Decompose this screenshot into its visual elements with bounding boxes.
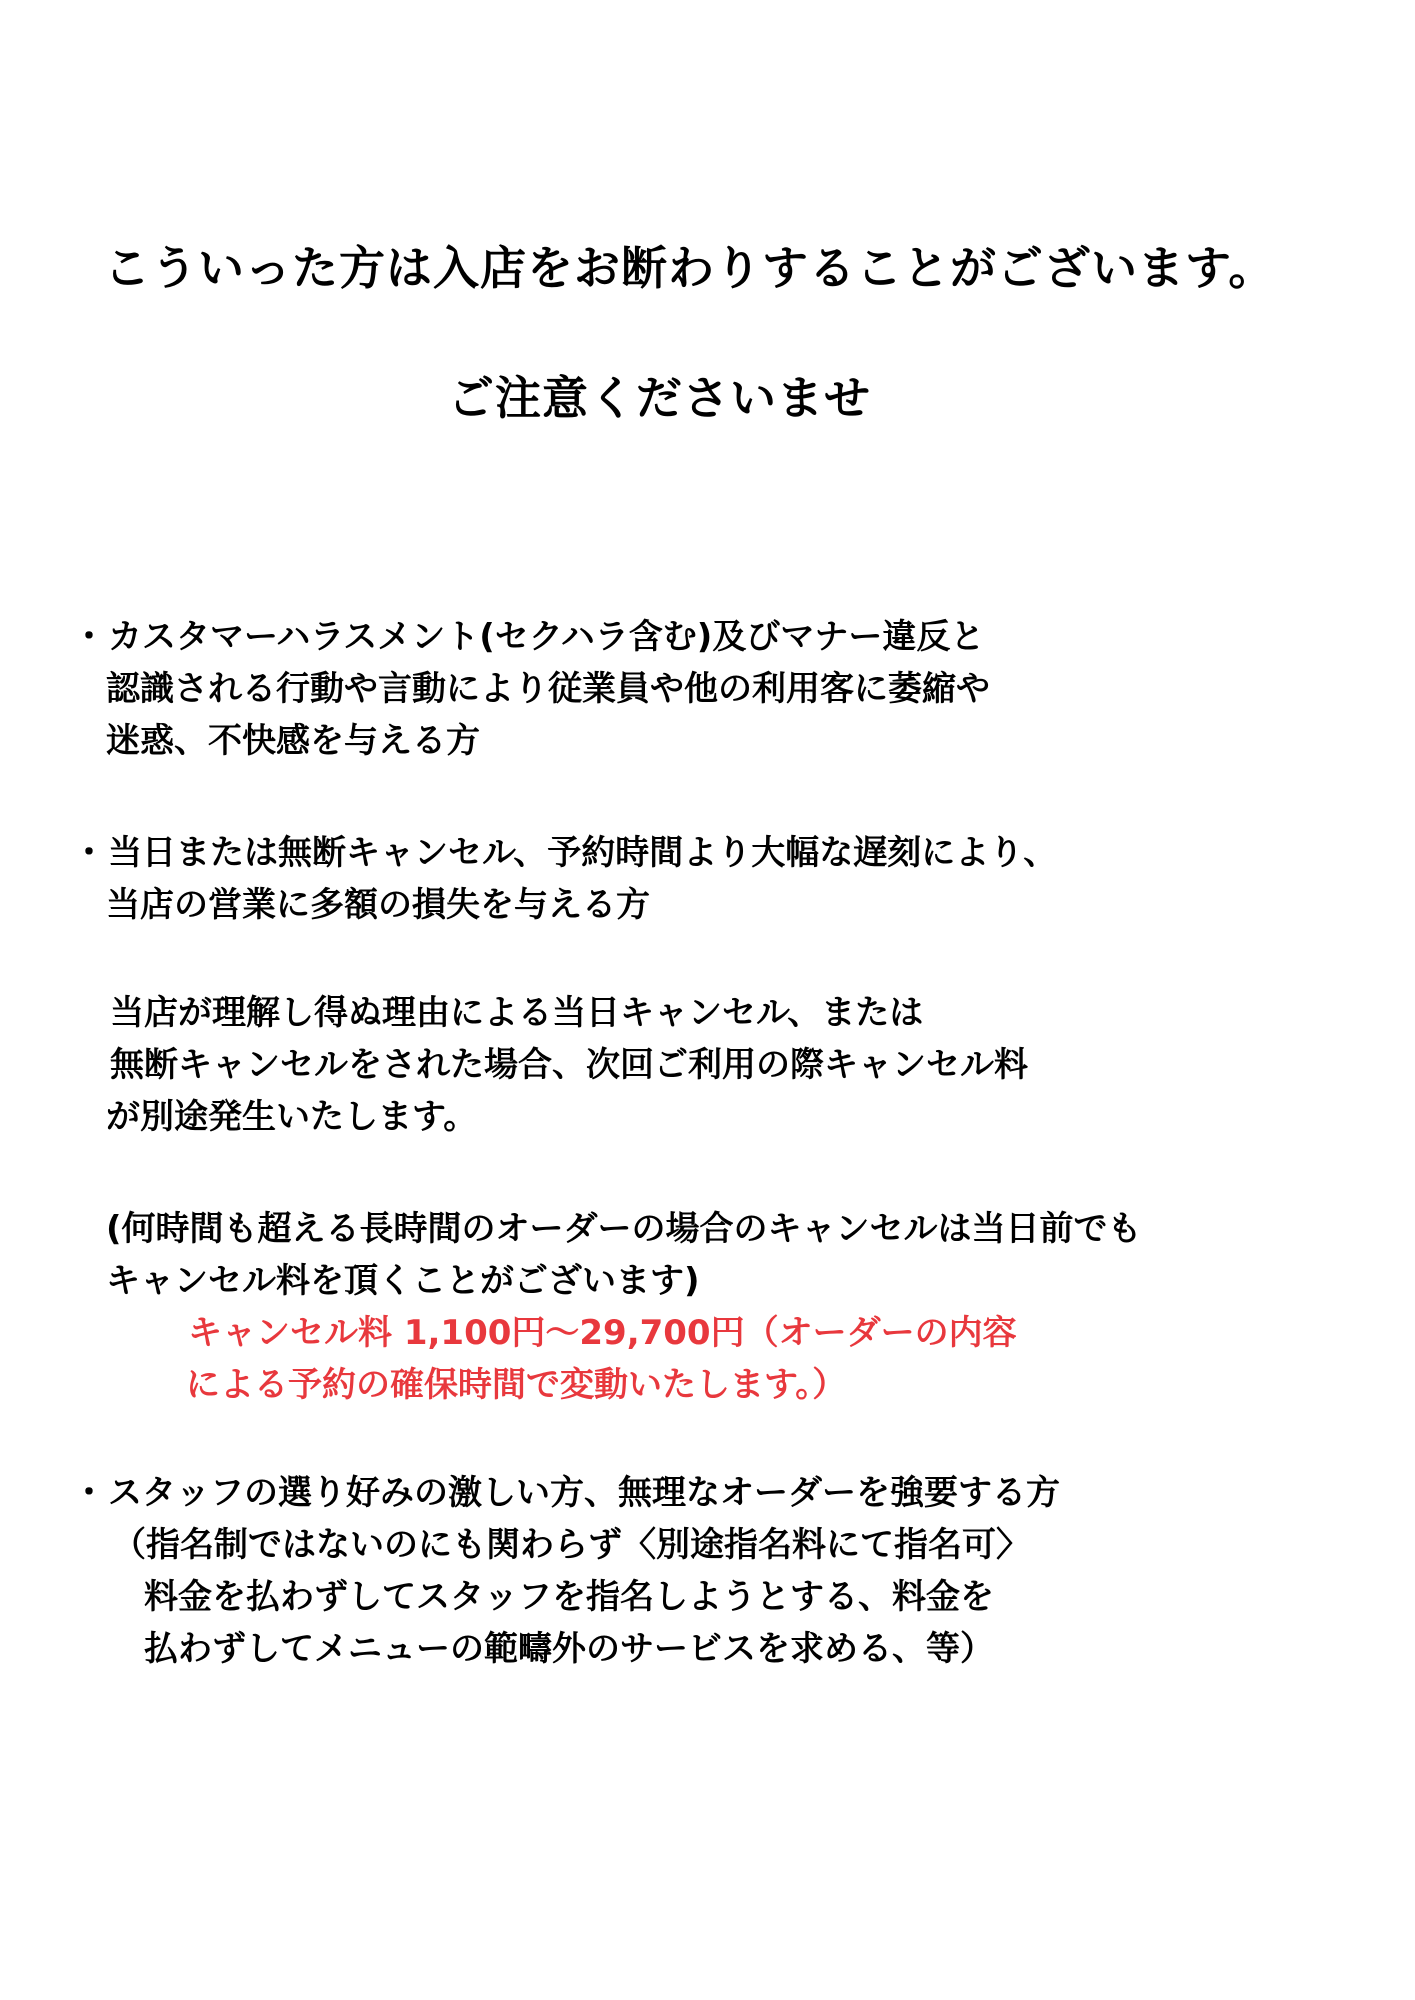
notice-title: こういった方は入店をお断わりすることがございます。 xyxy=(104,241,1276,295)
section2-line2: 当店の営業に多額の損失を与える方 xyxy=(106,885,650,925)
section3-line3: 料金を払わずしてスタッフを指名しようとする、料金を xyxy=(144,1577,994,1617)
bullet-3: ・ xyxy=(72,1473,106,1513)
section3-line1: スタッフの選り好みの激しい方、無理なオーダーを強要する方 xyxy=(108,1473,1060,1513)
cancellation-fee-line1: キャンセル料 1,100円〜29,700円（オーダーの内容 xyxy=(188,1313,1017,1353)
section3-line2: （指名制ではないのにも関わらず〈別途指名料にて指名可〉 xyxy=(112,1525,1030,1565)
bullet-2: ・ xyxy=(72,833,106,873)
section1-line2: 認識される行動や言動により従業員や他の利用客に萎縮や xyxy=(106,669,990,709)
section2-note1: 当店が理解し得ぬ理由による当日キャンセル、または xyxy=(110,993,924,1033)
section2-note3: が別途発生いたします。 xyxy=(106,1097,478,1137)
notice-subtitle: ご注意くださいませ xyxy=(448,371,871,425)
section2-note2: 無断キャンセルをされた場合、次回ご利用の際キャンセル料 xyxy=(110,1045,1028,1085)
section2-line1: 当日または無断キャンセル、予約時間より大幅な遅刻により、 xyxy=(108,833,1058,873)
section3-line4: 払わずしてメニューの範疇外のサービスを求める、等） xyxy=(144,1629,994,1669)
cancellation-fee-line2: による予約の確保時間で変動いたします。） xyxy=(186,1365,847,1405)
section1-line1: カスタマーハラスメント(セクハラ含む)及びマナー違反と xyxy=(108,617,985,657)
bullet-1: ・ xyxy=(72,617,106,657)
section2-paren2: キャンセル料を頂くことがございます) xyxy=(106,1261,700,1301)
section2-paren1: (何時間も超える長時間のオーダーの場合のキャンセルは当日前でも xyxy=(106,1209,1142,1249)
section1-line3: 迷惑、不快感を与える方 xyxy=(106,721,480,761)
